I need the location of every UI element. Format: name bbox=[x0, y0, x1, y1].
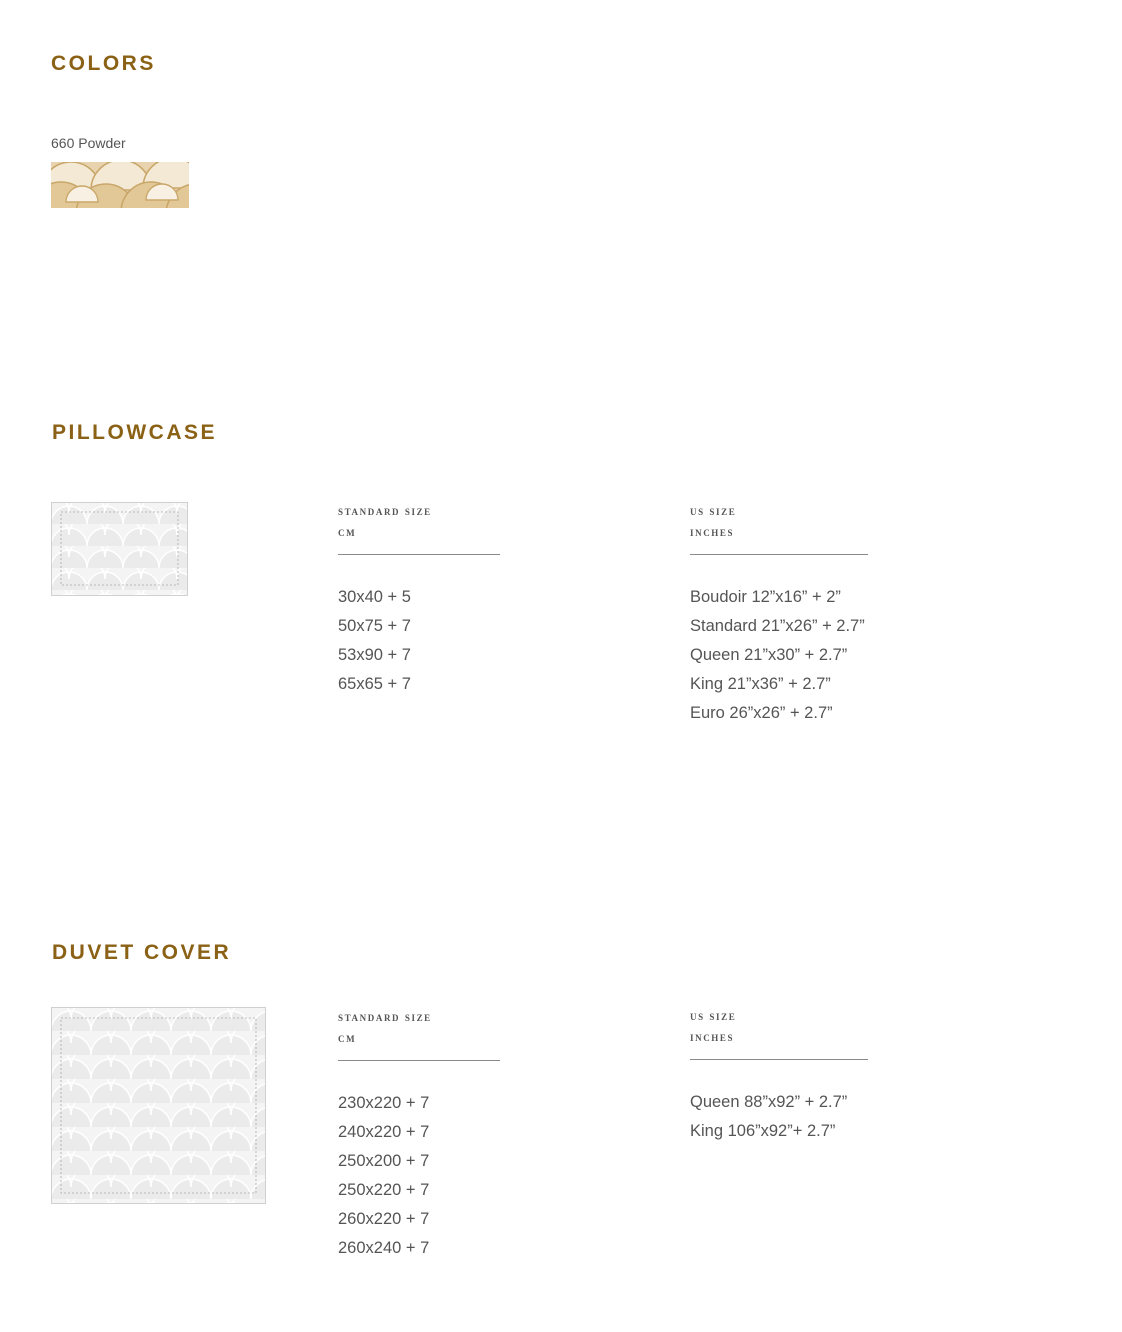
size-item: 53x90 + 7 bbox=[338, 646, 411, 664]
duvet-standard-column bbox=[338, 1007, 500, 1263]
size-item: Boudoir 12”x16” + 2” bbox=[690, 588, 841, 606]
size-item: Queen 88”x92” + 2.7” bbox=[690, 1093, 848, 1111]
pillowcase-standard-column bbox=[338, 501, 500, 699]
duvet-standard-list bbox=[338, 1089, 500, 1263]
duvet-title: DUVET COVER bbox=[52, 941, 232, 964]
size-item: Standard 21”x26” + 2.7” bbox=[690, 617, 865, 635]
duvet-us-heading: us size bbox=[690, 1009, 737, 1023]
duvet-us-column bbox=[690, 1006, 868, 1146]
divider bbox=[338, 554, 500, 555]
size-item: Queen 21”x30” + 2.7” bbox=[690, 646, 848, 664]
pillowcase-image bbox=[51, 502, 188, 596]
divider bbox=[690, 554, 868, 555]
pillowcase-standard-heading: standard size bbox=[338, 504, 432, 518]
divider bbox=[690, 1059, 868, 1060]
size-item: 250x200 + 7 bbox=[338, 1152, 430, 1170]
duvet-us-list bbox=[690, 1088, 868, 1146]
size-item: 50x75 + 7 bbox=[338, 617, 411, 635]
size-item: 65x65 + 7 bbox=[338, 675, 411, 693]
size-item: 260x240 + 7 bbox=[338, 1239, 430, 1257]
pillowcase-us-column bbox=[690, 501, 868, 728]
pillowcase-us-heading: us size bbox=[690, 504, 737, 518]
size-item: 30x40 + 5 bbox=[338, 588, 411, 606]
pillowcase-title: PILLOWCASE bbox=[52, 421, 217, 444]
size-item: 230x220 + 7 bbox=[338, 1094, 430, 1112]
pillowcase-standard-unit: cm bbox=[338, 525, 357, 539]
duvet-us-unit: inches bbox=[690, 1030, 735, 1044]
swatch-label: 660 Powder bbox=[51, 135, 126, 151]
duvet-standard-heading: standard size bbox=[338, 1010, 432, 1024]
colors-title: COLORS bbox=[51, 52, 156, 75]
pillowcase-us-list bbox=[690, 583, 868, 728]
size-item: 250x220 + 7 bbox=[338, 1181, 430, 1199]
size-item: 240x220 + 7 bbox=[338, 1123, 430, 1141]
pillowcase-us-unit: inches bbox=[690, 525, 735, 539]
size-item: Euro 26”x26” + 2.7” bbox=[690, 704, 833, 722]
color-swatch-powder[interactable] bbox=[51, 162, 189, 208]
size-item: King 106”x92”+ 2.7” bbox=[690, 1122, 836, 1140]
duvet-standard-unit: cm bbox=[338, 1031, 357, 1045]
size-item: King 21”x36” + 2.7” bbox=[690, 675, 831, 693]
pillowcase-standard-list bbox=[338, 583, 500, 699]
duvet-cover-image bbox=[51, 1007, 266, 1204]
size-item: 260x220 + 7 bbox=[338, 1210, 430, 1228]
divider bbox=[338, 1060, 500, 1061]
